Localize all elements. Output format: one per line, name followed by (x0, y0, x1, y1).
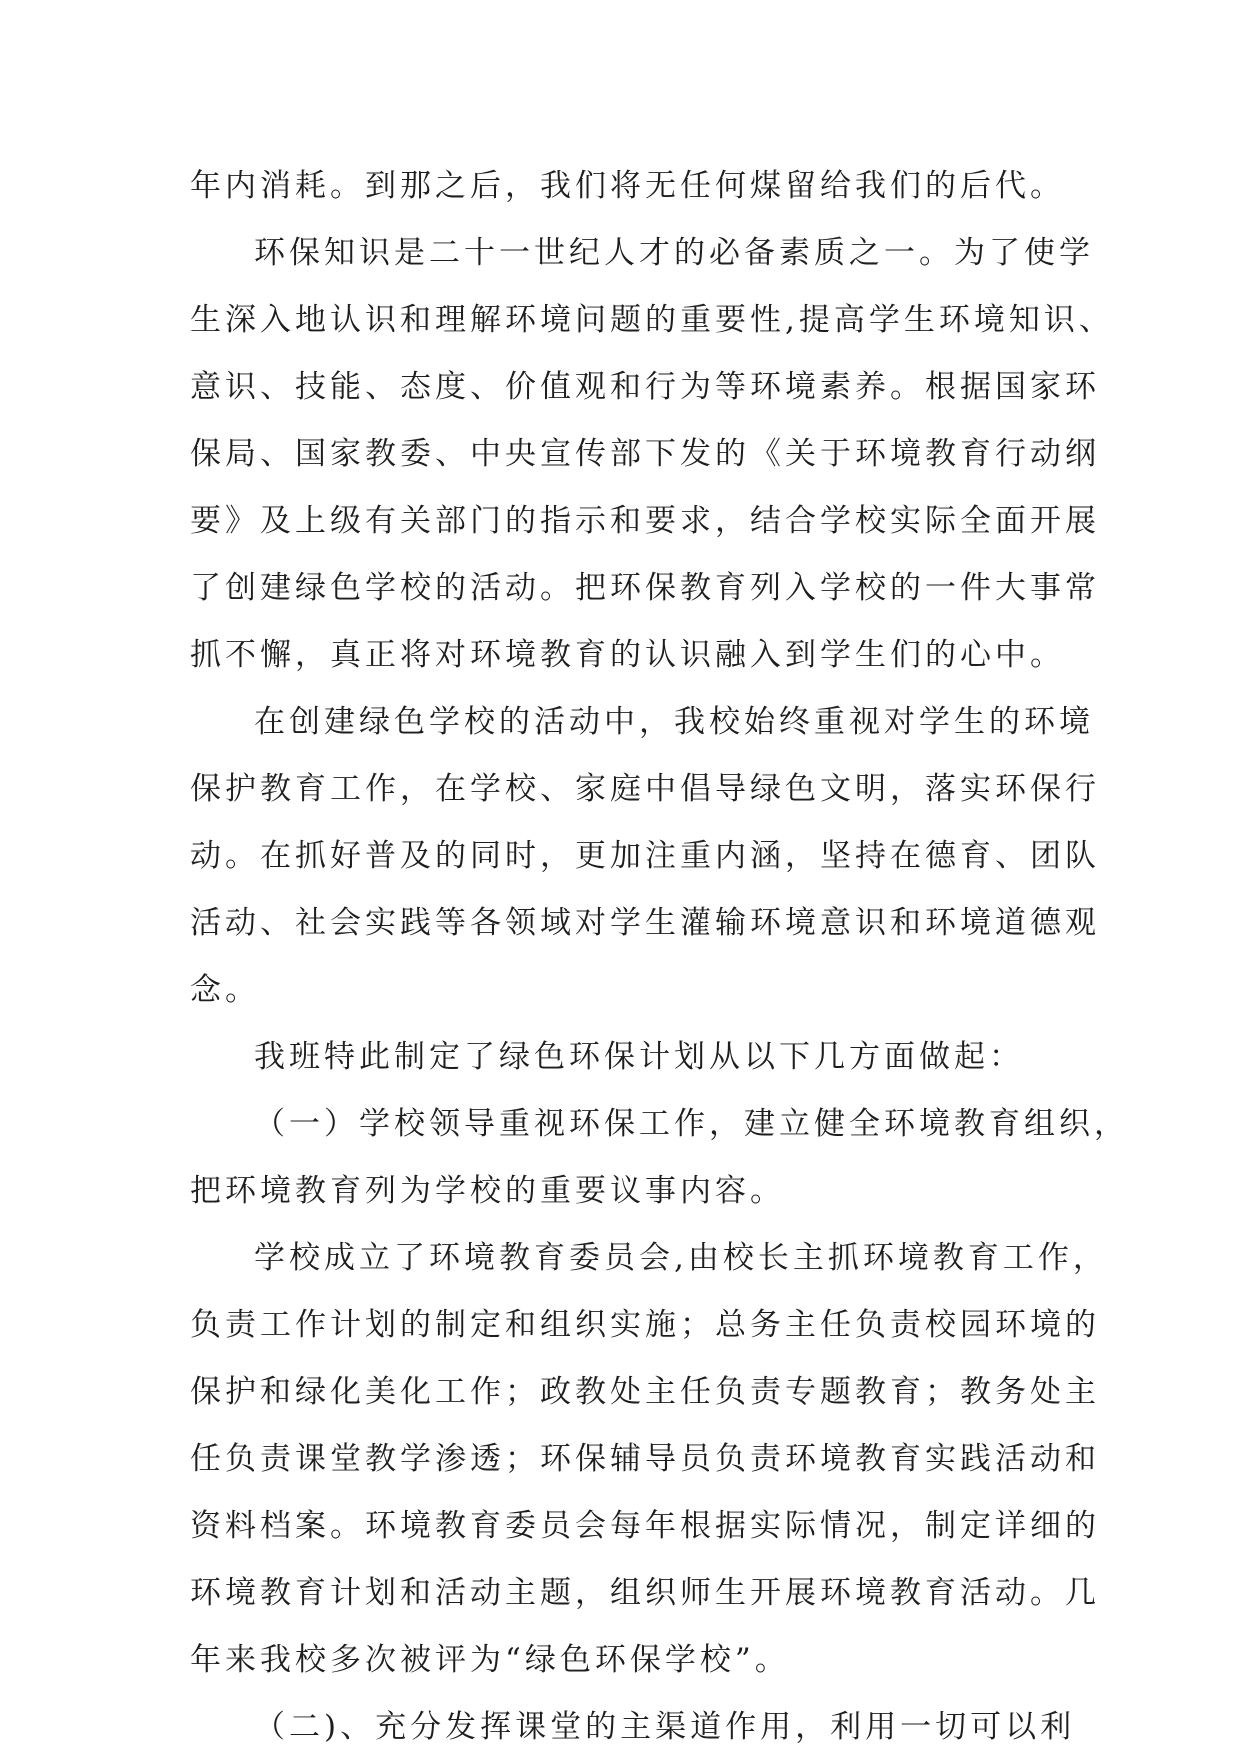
text-line: 保护和绿化美化工作；政教处主任负责专题教育；教务处主 (190, 1374, 1100, 1410)
text-line: 意识、技能、态度、价值观和行为等环境素养。根据国家环 (190, 369, 1100, 405)
text-line: 动。在抓好普及的同时，更加注重内涵，坚持在德育、团队 (190, 838, 1100, 874)
text-line: 任负责课堂教学渗透；环保辅导员负责环境教育实践活动和 (190, 1441, 1100, 1477)
text-line: 年来我校多次被评为“绿色环保学校”。 (190, 1642, 790, 1678)
text-line: 环境教育计划和活动主题，组织师生开展环境教育活动。几 (190, 1575, 1100, 1611)
text-line: 抓不懈，真正将对环境教育的认识融入到学生们的心中。 (190, 637, 1065, 673)
text-line: 生深入地认识和理解环境问题的重要性,提高学生环境知识、 (190, 302, 1114, 338)
paragraph-start-line: 环保知识是二十一世纪人才的必备素质之一。为了使学 (254, 235, 1094, 271)
text-line: 把环境教育列为学校的重要议事内容。 (190, 1173, 785, 1209)
paragraph-start-line: 我班特此制定了绿色环保计划从以下几方面做起： (254, 1039, 1024, 1075)
text-line: 要》及上级有关部门的指示和要求，结合学校实际全面开展 (190, 503, 1100, 539)
text-line: 保局、国家教委、中央宣传部下发的《关于环境教育行动纲 (190, 436, 1100, 472)
text-line: 了创建绿色学校的活动。把环保教育列入学校的一件大事常 (190, 570, 1100, 606)
text-line: 念。 (190, 972, 260, 1008)
paragraph-start-line: 学校成立了环境教育委员会,由校长主抓环境教育工作， (254, 1240, 1108, 1276)
paragraph-start-line: 在创建绿色学校的活动中，我校始终重视对学生的环境 (254, 704, 1094, 740)
text-line: 活动、社会实践等各领域对学生灌输环境意识和环境道德观 (190, 905, 1100, 941)
text-line: 资料档案。环境教育委员会每年根据实际情况，制定详细的 (190, 1508, 1100, 1544)
section-heading-line: （二)、充分发挥课堂的主渠道作用，利用一切可以利 (254, 1709, 1076, 1745)
text-line: 负责工作计划的制定和组织实施；总务主任负责校园环境的 (190, 1307, 1100, 1343)
text-line: 保护教育工作，在学校、家庭中倡导绿色文明，落实环保行 (190, 771, 1100, 807)
section-heading-line: （一）学校领导重视环保工作，建立健全环境教育组织， (254, 1106, 1129, 1142)
text-line: 年内消耗。到那之后，我们将无任何煤留给我们的后代。 (190, 168, 1065, 204)
